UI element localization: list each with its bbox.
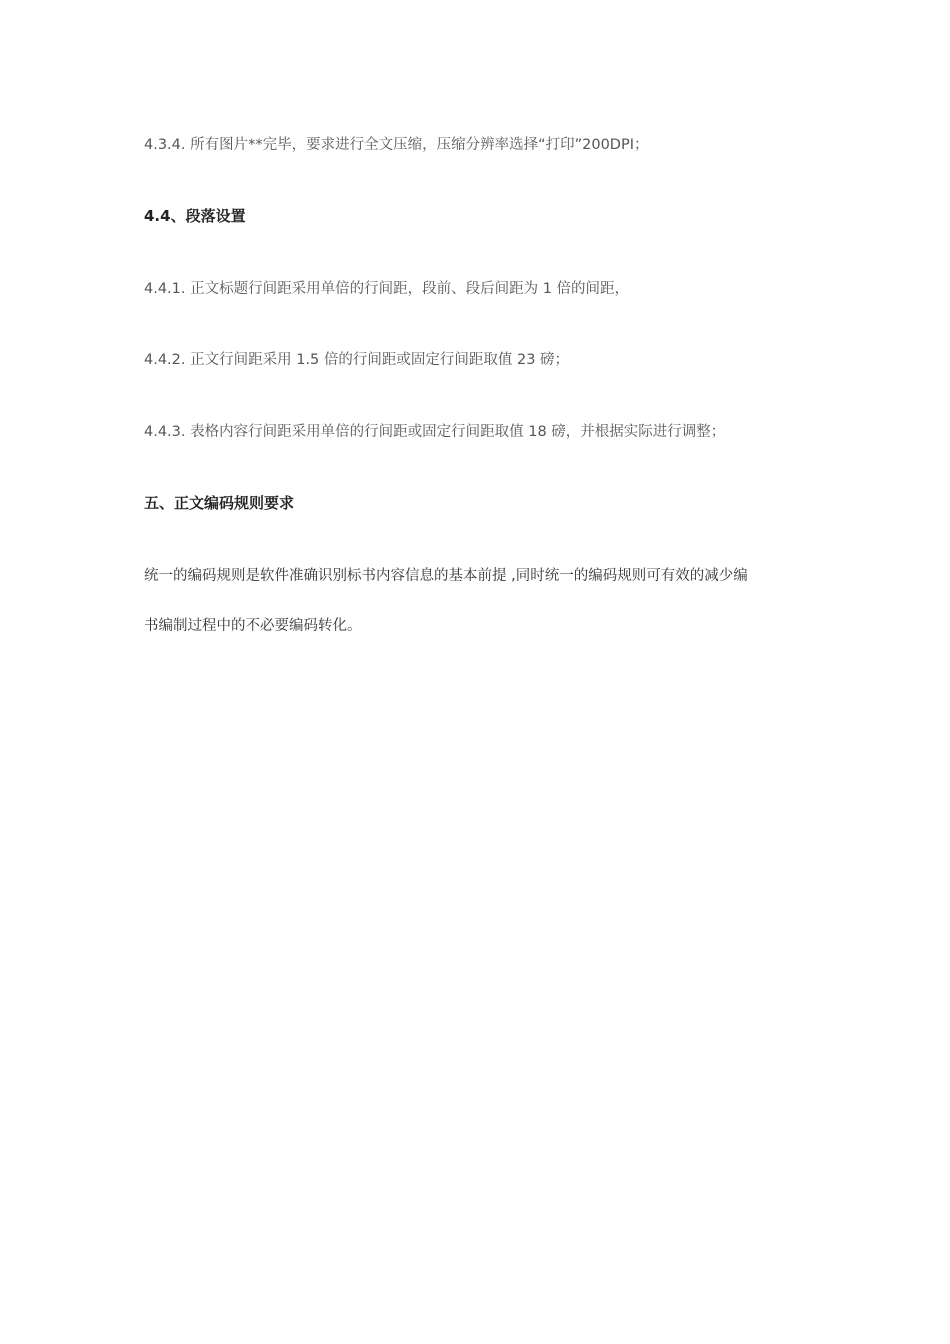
item-4-4-2: 4.4.2. 正文行间距采用 1.5 倍的行间距或固定行间距取值 23 磅； [144,352,570,368]
paragraph-line-2: 书编制过程中的不必要编码转化。 [144,618,362,634]
section-heading-4-4: 4.4、段落设置 [144,207,246,225]
paragraph-line-1: 统一的编码规则是软件准确识别标书内容信息的基本前提 ,同时统一的编码规则可有效的减少编 [144,568,748,584]
item-4-3-4: 4.3.4. 所有图片**完毕，要求进行全文压缩，压缩分辨率选择“打印”200DPI； [144,137,649,153]
item-4-4-3: 4.4.3. 表格内容行间距采用单倍的行间距或固定行间距取值 18 磅，并根据实际进行调整； [144,424,726,440]
section-heading-5: 五、正文编码规则要求 [144,494,295,512]
item-4-4-1: 4.4.1. 正文标题行间距采用单倍的行间距，段前、段后间距为 1 倍的间距， [144,281,630,297]
